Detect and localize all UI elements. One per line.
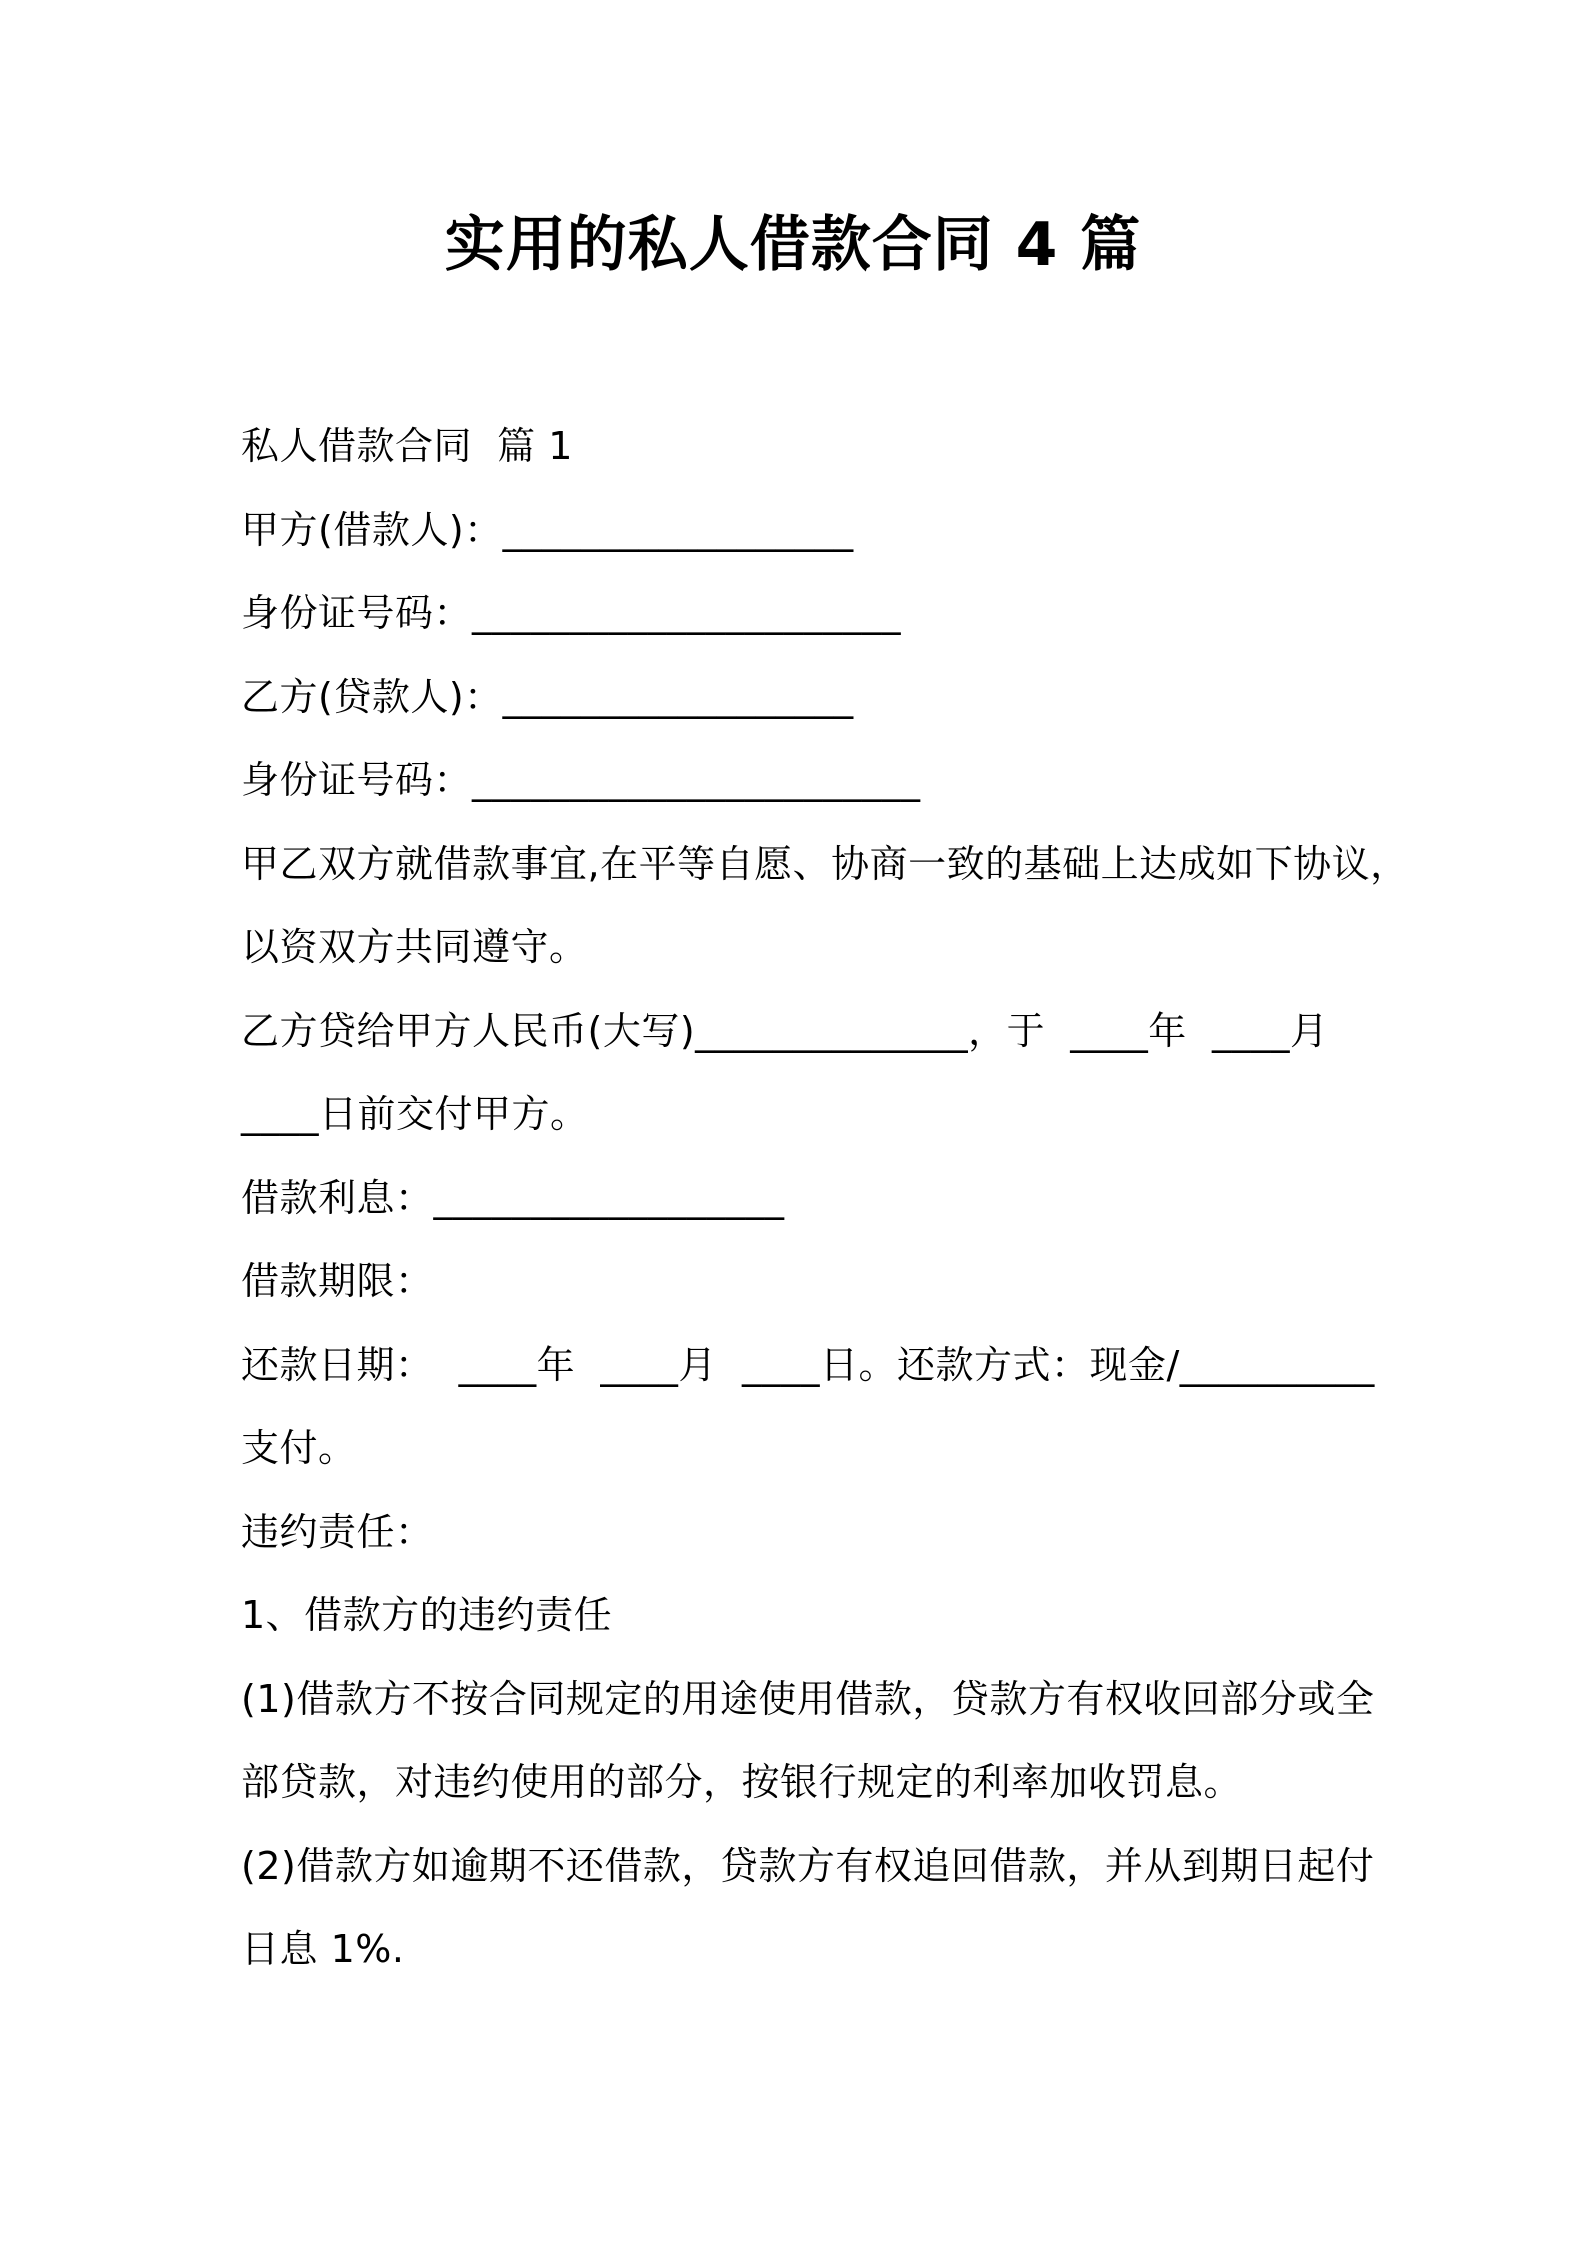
loan-term-line: 借款期限： bbox=[241, 1259, 434, 1303]
document-title: 实用的私人借款合同 4 篇 bbox=[444, 210, 1142, 280]
borrower-liability-heading: 1、借款方的违约责任 bbox=[241, 1593, 613, 1637]
loan-interest-line: 借款利息：__________________ bbox=[241, 1175, 785, 1220]
loan-delivery-line: ____日前交付甲方。 bbox=[241, 1092, 589, 1136]
clause-2-line-2: 日息 1%. bbox=[241, 1927, 405, 1971]
clause-1-line-2: 部贷款，对违约使用的部分，按银行规定的利率加收罚息。 bbox=[241, 1760, 1243, 1804]
party-a-id-line: 身份证号码：______________________ bbox=[241, 591, 902, 635]
clause-1-line: (1)借款方不按合同规定的用途使用借款，贷款方有权收回部分或全 bbox=[241, 1676, 1375, 1721]
liability-heading: 违约责任： bbox=[241, 1509, 434, 1554]
section-heading: 私人借款合同 篇 1 bbox=[241, 424, 573, 468]
repayment-line-2: 支付。 bbox=[241, 1426, 357, 1470]
party-b-id-line: 身份证号码：_______________________ bbox=[241, 758, 921, 802]
party-b-line: 乙方(贷款人)：__________________ bbox=[241, 674, 854, 719]
repayment-line: 还款日期： ____年 ____月 ____日。还款方式：现金/__________ bbox=[241, 1342, 1375, 1387]
loan-amount-line: 乙方贷给甲方人民币(大写)______________，于 ____年 ____月 bbox=[241, 1008, 1329, 1053]
party-a-line: 甲方(借款人)：__________________ bbox=[241, 507, 854, 552]
agreement-intro-line-2: 以资双方共同遵守。 bbox=[241, 925, 588, 969]
document-body bbox=[241, 405, 1409, 1992]
clause-2-line: (2)借款方如逾期不还借款，贷款方有权追回借款，并从到期日起付 bbox=[241, 1843, 1375, 1888]
agreement-intro-line: 甲乙双方就借款事宜,在平等自愿、协商一致的基础上达成如下协议， bbox=[241, 841, 1409, 886]
